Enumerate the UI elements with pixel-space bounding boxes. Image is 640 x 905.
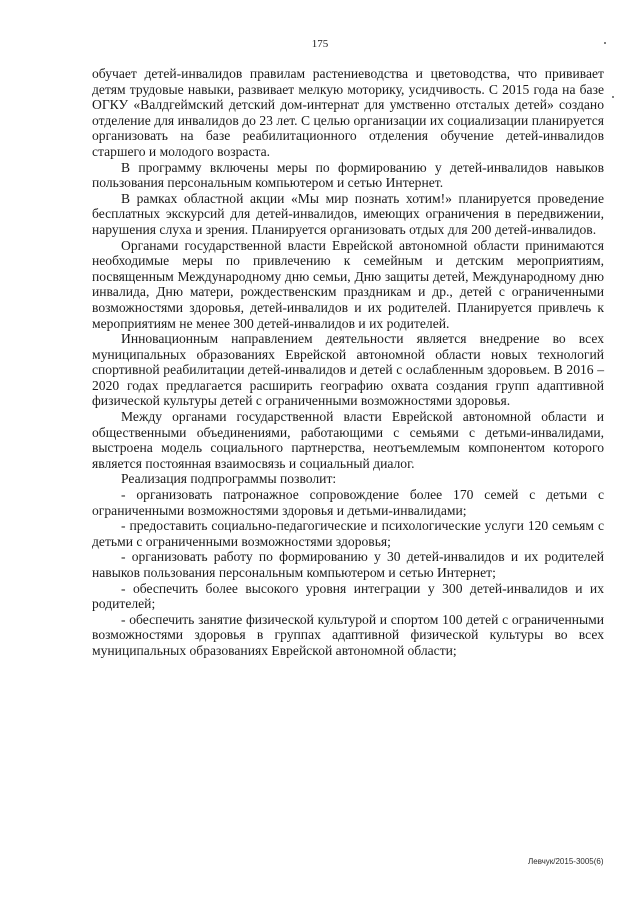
page-number: 175: [311, 38, 329, 50]
list-item: - обеспечить более высокого уровня интеграции у 300 детей-инвалидов и их родителей;: [92, 580, 604, 612]
list-item: - организовать работу по формированию у 30 детей-инвалидов и их родителей навыков пользования персональным компьютером и сетью Интернет;: [92, 549, 604, 580]
scan-speck: [612, 96, 614, 98]
paragraph: Инновационным направлением деятельности является внедрение во всех муниципальных образованиях Еврейской автономной области новых технологий спортивной реабилитации детей-инвалидов и детей с ослабленным здоровьем. В 2016 – 2020 годах предлагается расширить географию охвата создания групп адаптивной физической культуры детей с ограниченными возможностями здоровья.: [92, 331, 604, 409]
paragraph: В программу включены меры по формированию у детей-инвалидов навыков пользования персональным компьютером и сетью Интернет.: [92, 159, 604, 191]
paragraph: обучает детей-инвалидов правилам растениеводства и цветоводства, что прививает детям трудовые навыки, развивает мелкую моторику, усидчивость. С 2015 года на базе ОГКУ «Валдгеймский детский дом-интернат для умственно отсталых детей» создано отделение для инвалидов до 23 лет. С целью организации их социализации планируется организовать на базе реабилитационного отделения обучение детей-инвалидов старшего и молодого возраста.: [92, 66, 604, 159]
list-item: - предоставить социально-педагогические и психологические услуги 120 семьям с детьми с ограниченными возможностями здоровья;: [92, 518, 604, 549]
document-footer-code: Левчук/2015-3005(6): [528, 857, 604, 866]
document-body: [92, 66, 604, 659]
list-item: - организовать патронажное сопровождение более 170 семей с детьми с ограниченными возможностями здоровья и детьми-инвалидами;: [92, 487, 604, 518]
scan-speck: [604, 42, 606, 44]
paragraph: Реализация подпрограммы позволит:: [121, 471, 337, 487]
paragraph: В рамках областной акции «Мы мир познать хотим!» планируется проведение бесплатных экскурсий для детей-инвалидов, имеющих ограничения в передвижении, нарушения слуха и зрения. Планируется организовать отдых для 200 детей-инвалидов.: [92, 190, 604, 237]
list-item: - обеспечить занятие физической культурой и спортом 100 детей с ограниченными возможностями здоровья в группах адаптивной физической культуры во всех муниципальных образованиях Еврейской автономной области;: [92, 611, 604, 658]
paragraph: Между органами государственной власти Еврейской автономной области и общественными объединениями, работающими с семьями с детьми-инвалидами, выстроена модель социального партнерства, неотъемлемым компонентом которого является постоянная взаимосвязь и социальный диалог.: [92, 409, 604, 471]
paragraph: Органами государственной власти Еврейской автономной области принимаются необходимые меры по привлечению к семейным и детским мероприятиям, посвященным Международному дню семьи, Дню защиты детей, Международному дню инвалида, Дню матери, рождественским праздникам и др., детей с ограниченными возможностями здоровья, детей-инвалидов и их родителей. Планируется привлечь к мероприятиям не менее 300 детей-инвалидов и их родителей.: [92, 237, 604, 331]
